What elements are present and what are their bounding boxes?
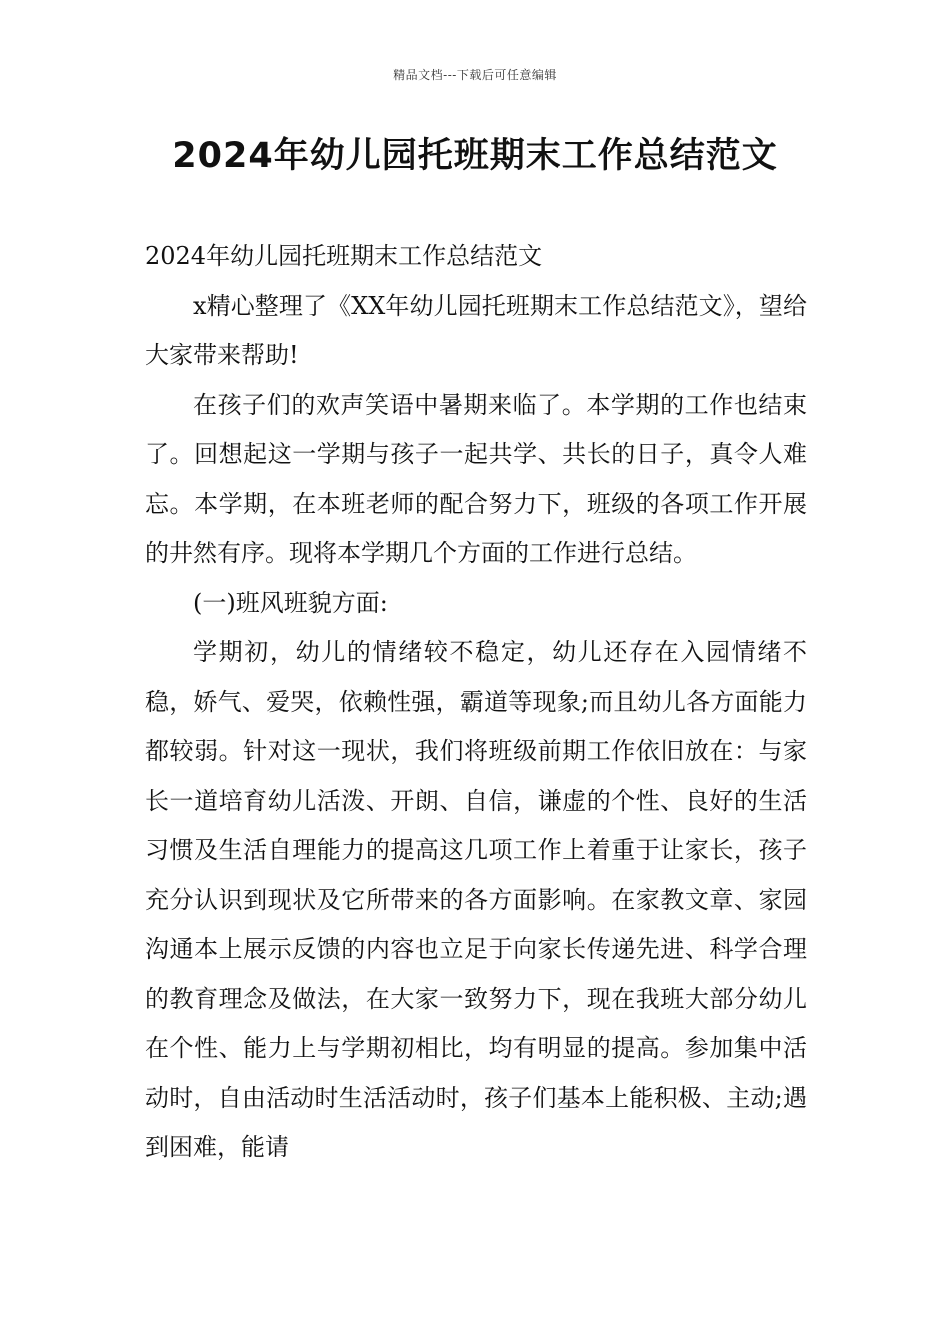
body-paragraph: 学期初，幼儿的情绪较不稳定，幼儿还存在入园情绪不稳，娇气、爱哭，依赖性强，霸道等现象;而且幼儿各方面能力都较弱。针对这一现状，我们将班级前期工作依旧放在：与家长一道培育幼儿活泼、开朗、自信，谦虚的个性、良好的生活习惯及生活自理能力的提高这几项工作上着重于让家长，孩子充分认识到现状及它所带来的各方面影响。在家教文章、家园沟通本上展示反馈的内容也立足于向家长传递先进、科学合理的教育理念及做法，在大家一致努力下，现在我班大部分幼儿在个性、能力上与学期初相比，均有明显的提高。参加集中活动时，自由活动时生活活动时，孩子们基本上能积极、主动;遇到困难，能请: [145, 638, 807, 1161]
body-paragraph: x精心整理了《XX年幼儿园托班期末工作总结范文》，望给大家带来帮助!: [145, 291, 807, 369]
header-note: 精品文档---下载后可任意编辑: [393, 68, 557, 82]
document-title: 2024年幼儿园托班期末工作总结范文: [172, 136, 778, 176]
section-heading: (一)班风班貌方面:: [193, 588, 388, 617]
body-paragraph: 在孩子们的欢声笑语中暑期来临了。本学期的工作也结束了。回想起这一学期与孩子一起共学、共长的日子，真令人难忘。本学期，在本班老师的配合努力下，班级的各项工作开展的井然有序。现将本学期几个方面的工作进行总结。: [145, 390, 807, 567]
document-body: [145, 232, 807, 1173]
body-subtitle: 2024年幼儿园托班期末工作总结范文: [145, 242, 543, 270]
